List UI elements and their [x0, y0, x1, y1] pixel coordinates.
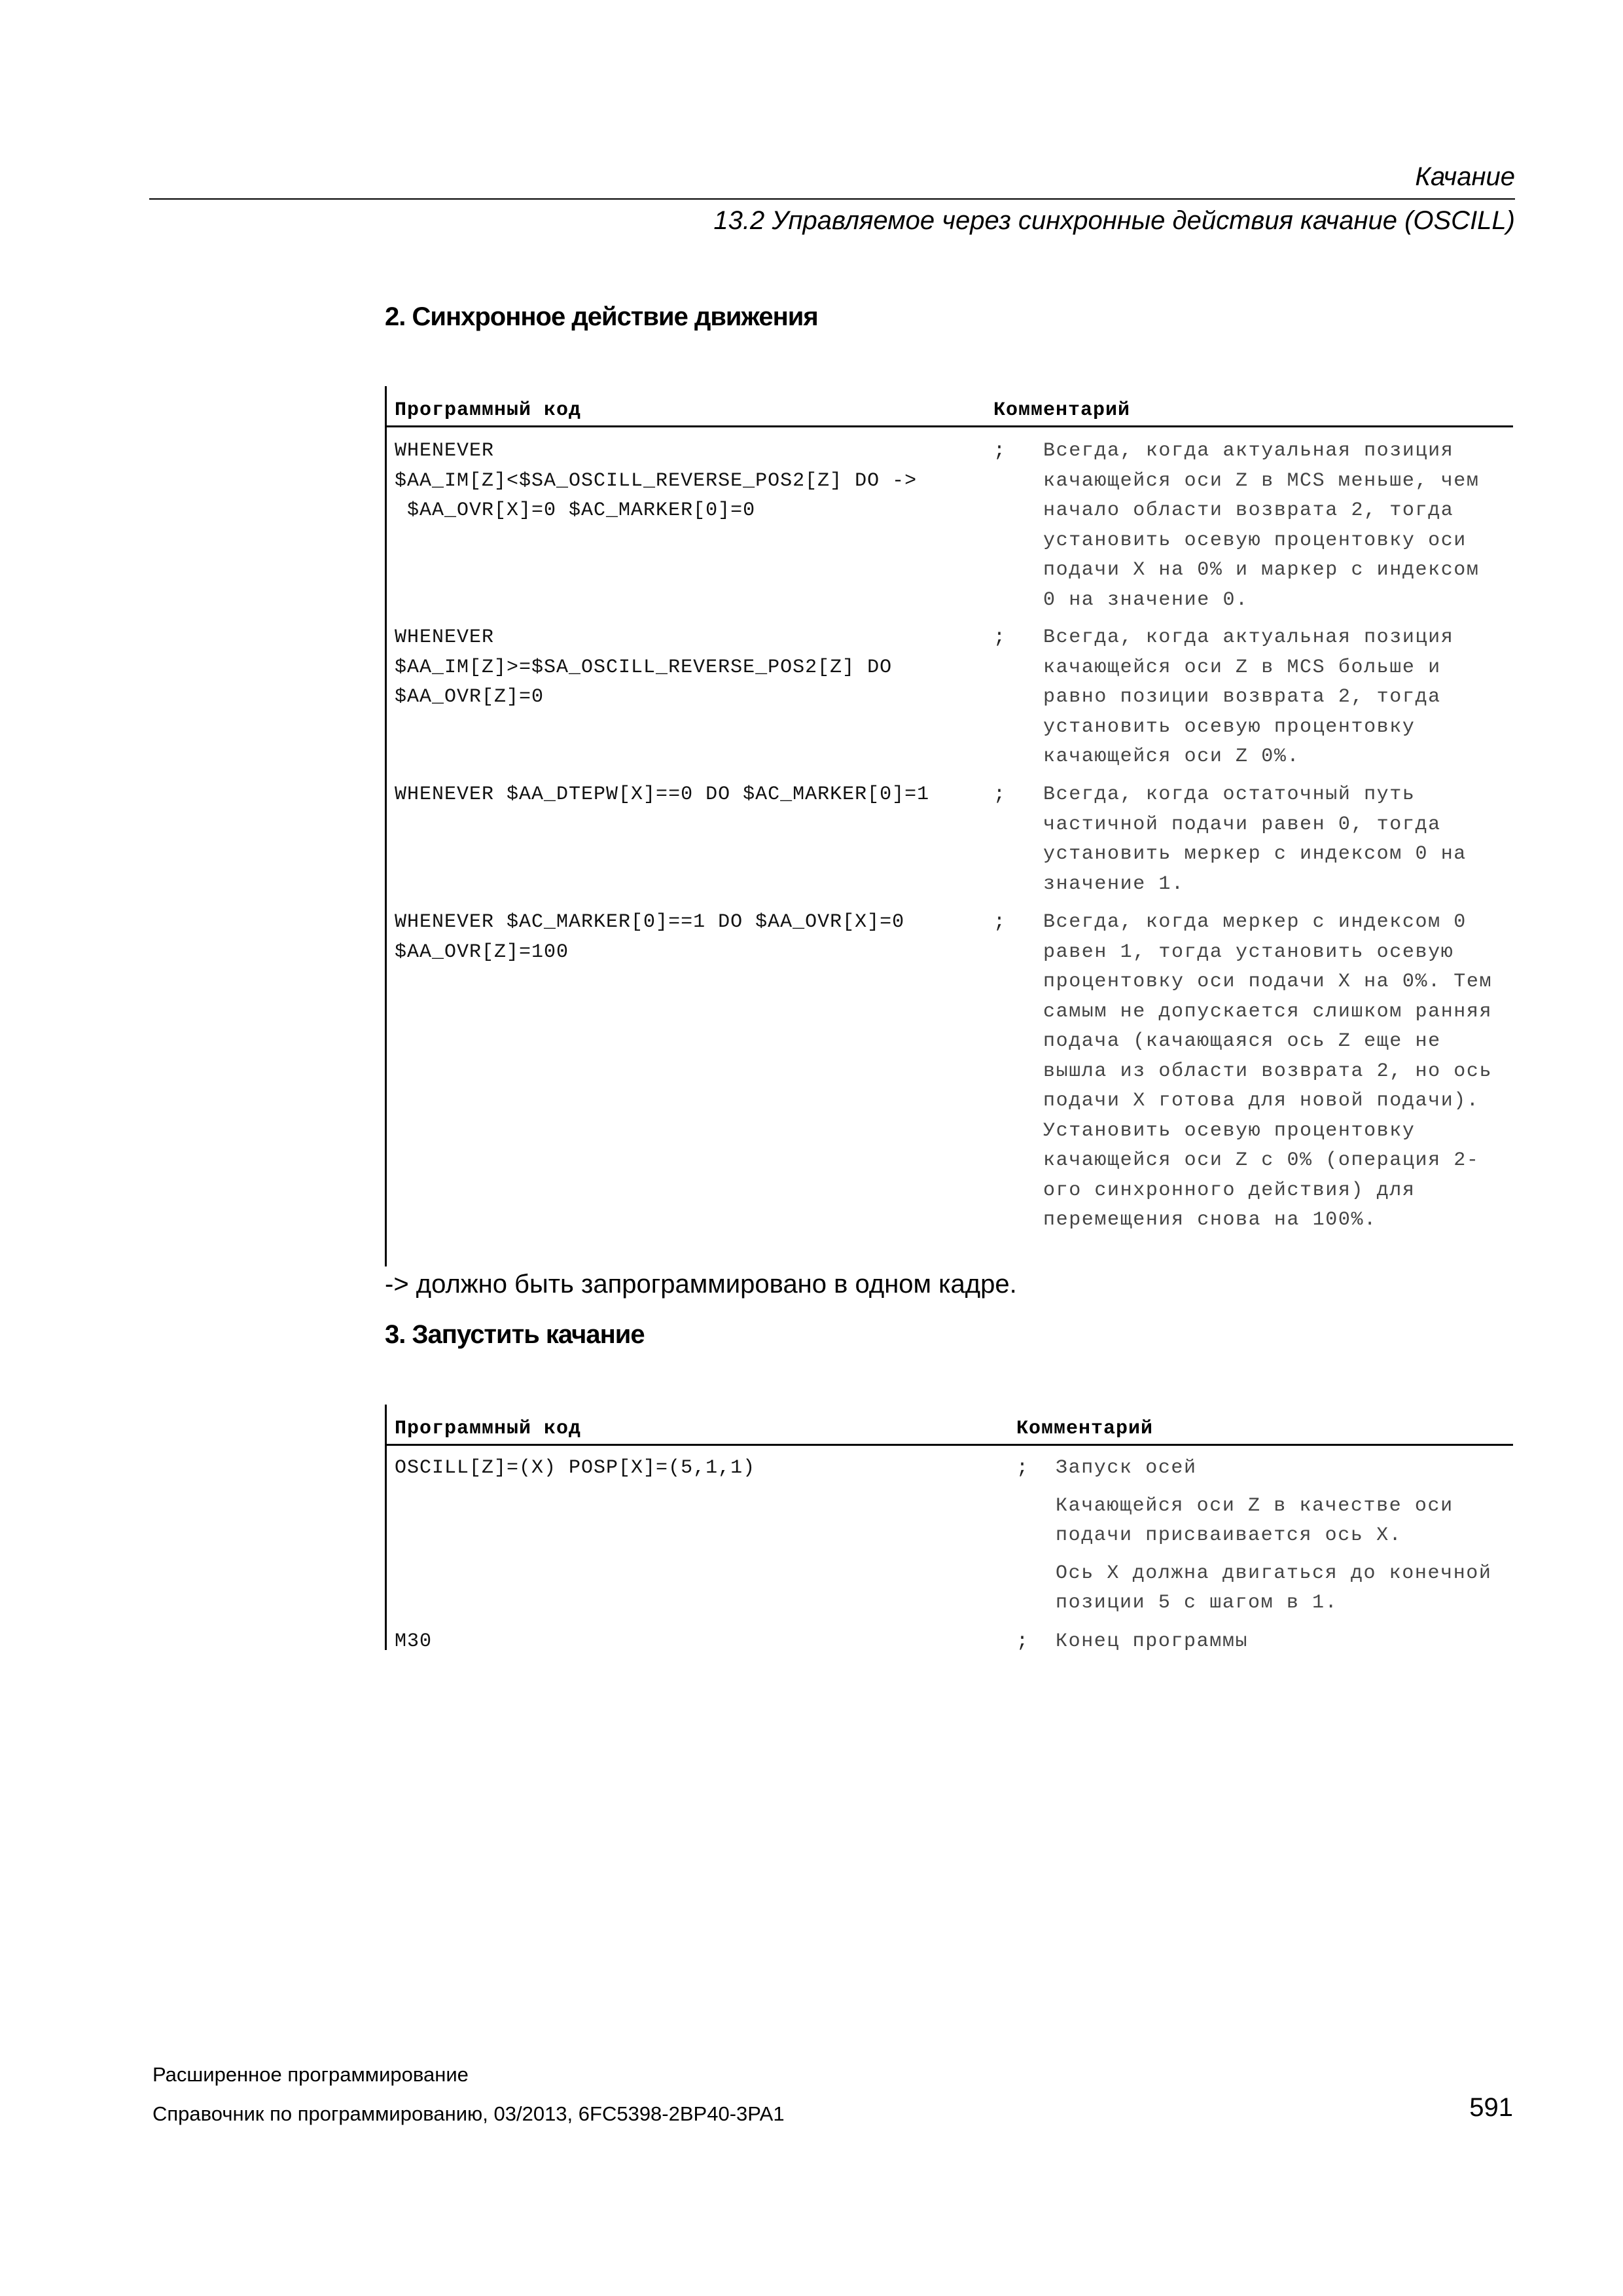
- column-header-code: Программный код: [395, 399, 582, 422]
- running-header-chapter: Качание: [1415, 162, 1515, 191]
- comment-line: Качающейся оси Z в качестве оси подачи присваивается ось X.: [1056, 1494, 1454, 1547]
- code-cell: WHENEVER $AA_IM[Z]>=$SA_OSCILL_REVERSE_POS2[Z] DO $AA_OVR[Z]=0: [395, 626, 893, 708]
- comment-cell: Всегда, когда актуальная позиция качающейся оси Z в MCS больше и равно позиции возврата 2, тогда установить осевую процентовку качающейся оси Z 0%.: [1043, 626, 1454, 768]
- comment-marker: ;: [1016, 1630, 1029, 1653]
- code-table-sync-actions: [385, 386, 1513, 1266]
- table-row: [387, 437, 1513, 613]
- code-cell: M30: [395, 1630, 433, 1653]
- code-cell: WHENEVER $AA_IM[Z]<$SA_OSCILL_REVERSE_POS2[Z] DO -> $AA_OVR[X]=0 $AC_MARKER[0]=0: [395, 440, 918, 522]
- comment-cell: Всегда, когда меркер с индексом 0 равен 1, тогда установить осевую процентовку оси подачи X на 0%. Тем самым не допускается слишком ранняя подача (качающаяся ось Z еще не вышла из области возврата 2, но ось подачи X готова для новой подачи). Установить осевую процентовку качающейся оси Z с 0% (операция 2-ого синхронного действия) для перемещения снова на 100%.: [1043, 911, 1493, 1231]
- comment-cell: Конец программы: [1056, 1630, 1249, 1653]
- footer-book-title: Расширенное программирование: [152, 2063, 469, 2086]
- column-header-comment: Комментарий: [1016, 1418, 1154, 1440]
- comment-marker: ;: [993, 440, 1006, 462]
- comment-cell: Всегда, когда актуальная позиция качающейся оси Z в MCS меньше, чем начало области возврата 2, тогда установить осевую процентовку оси подачи X на 0% и маркер с индексом 0 на значение 0.: [1043, 440, 1480, 611]
- comment-line: Ось X должна двигаться до конечной позиции 5 с шагом в 1.: [1056, 1562, 1492, 1614]
- table-row: [387, 908, 1513, 1265]
- header-rule: [149, 198, 1515, 200]
- comment-cell: Всегда, когда остаточный путь частичной подачи равен 0, тогда установить меркер с индексом 0 на значение 1.: [1043, 783, 1467, 895]
- table-row: [387, 1454, 1513, 1627]
- comment-marker: ;: [993, 783, 1006, 806]
- table-header: [387, 386, 1513, 427]
- code-cell: OSCILL[Z]=(X) POSP[X]=(5,1,1): [395, 1457, 756, 1479]
- page-number: 591: [1469, 2093, 1513, 2122]
- table-row: [387, 623, 1513, 774]
- code-cell: WHENEVER $AC_MARKER[0]==1 DO $AA_OVR[X]=0 $AA_OVR[Z]=100: [395, 911, 905, 963]
- comment-line: Запуск осей: [1056, 1457, 1197, 1479]
- code-cell: WHENEVER $AA_DTEPW[X]==0 DO $AC_MARKER[0]=1: [395, 783, 930, 806]
- table-header: [387, 1405, 1513, 1446]
- section-3-heading: 3. Запустить качание: [385, 1320, 645, 1349]
- column-header-code: Программный код: [395, 1418, 582, 1440]
- code-table-start-oscillation: [385, 1405, 1513, 1653]
- note-single-block: -> должно быть запрограммировано в одном кадре.: [385, 1270, 1017, 1299]
- comment-marker: ;: [1016, 1457, 1029, 1479]
- column-header-comment: Комментарий: [993, 399, 1131, 422]
- comment-marker: ;: [993, 626, 1006, 649]
- footer-manual-info: Справочник по программированию, 03/2013, 6FC5398-2BP40-3PA1: [152, 2102, 785, 2125]
- table-row: [387, 1627, 1513, 1653]
- comment-cell: [1056, 1454, 1507, 1626]
- section-2-heading: 2. Синхронное действие движения: [385, 302, 818, 331]
- table-row: [387, 780, 1513, 901]
- comment-marker: ;: [993, 911, 1006, 933]
- running-header-section: 13.2 Управляемое через синхронные действия качание (OSCILL): [713, 206, 1515, 235]
